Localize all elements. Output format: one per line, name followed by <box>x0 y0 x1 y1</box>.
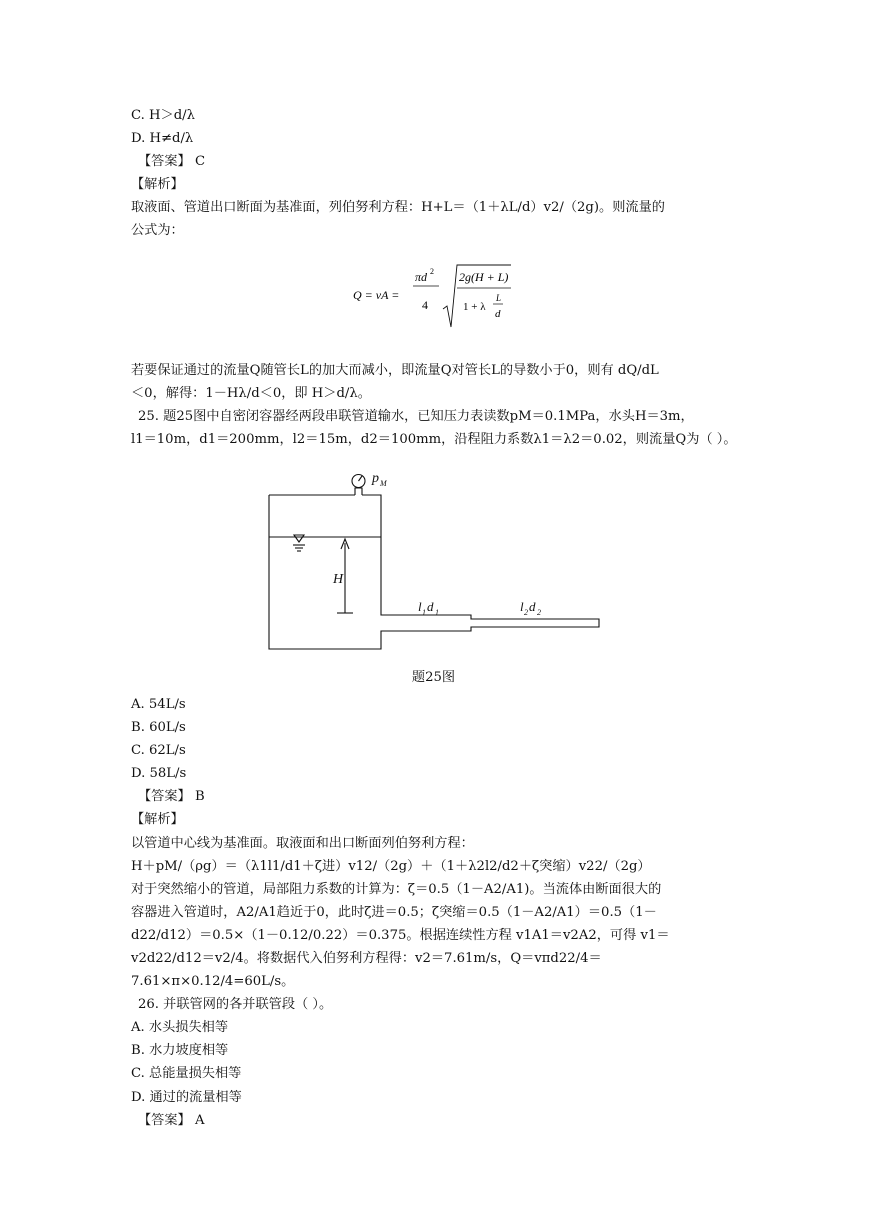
formula-num: πd <box>415 269 428 284</box>
answer-label: 【答案】 A <box>138 1112 205 1128</box>
d2-sub: 2 <box>537 607 541 617</box>
formula-lhs: Q = vA = <box>353 287 400 302</box>
l1-label: l <box>418 598 422 614</box>
option-a: A. 54L/s <box>131 696 186 712</box>
tank-pipe-figure <box>131 451 736 663</box>
analysis-text: 对于突然缩小的管道，局部阻力系数的计算为：ζ＝0.5（1－A2/A1)。当流体由断面很大的 <box>131 881 662 897</box>
formula-sqrt-num: 2g(H + L) <box>459 269 509 284</box>
analysis-text: d22/d12）＝0.5×（1－0.12/0.22）＝0.375。根据连续性方程 v1A1＝v2A2，可得 v1＝ <box>131 927 670 943</box>
l2-sub: 2 <box>524 607 528 617</box>
analysis-text: H＋pM/（ρg）＝（λ1l1/d1＋ζ进）v12/（2g）＋（1＋λ2l2/d2＋ζ突缩）v22/（2g） <box>131 858 651 874</box>
option-c: C. 总能量损失相等 <box>131 1066 242 1082</box>
d2-label: d <box>529 598 536 614</box>
d1-sub: 1 <box>435 607 439 617</box>
analysis-text: 公式为： <box>131 223 184 239</box>
option-a: A. 水头损失相等 <box>131 1020 229 1036</box>
answer-label: 【答案】 C <box>138 154 206 170</box>
pm-sub: M <box>380 478 387 488</box>
flow-formula <box>131 243 736 359</box>
option-d: D. H≠d/λ <box>131 131 194 147</box>
analysis-text: 7.61×π×0.12/4=60L/s。 <box>131 974 295 990</box>
formula-sqrt-den: 1 + λ <box>463 300 486 313</box>
analysis-text: 容器进入管道时，A2/A1趋近于0，此时ζ进＝0.5；ζ突缩＝0.5（1－A2/A1）＝0.5（1－ <box>131 904 657 920</box>
analysis-text: 取液面、管道出口断面为基准面，列伯努利方程：H+L＝（1＋λL/d）v2/（2g)。则流量的 <box>131 200 665 216</box>
document-page <box>131 104 736 1132</box>
option-d: D. 58L/s <box>131 766 187 782</box>
option-c: C. H＞d/λ <box>131 108 195 123</box>
l1-sub: 1 <box>422 607 426 617</box>
h-label: H <box>333 571 344 587</box>
analysis-heading: 【解析】 <box>131 177 184 193</box>
analysis-heading: 【解析】 <box>131 812 184 828</box>
analysis-text: 以管道中心线为基准面。取液面和出口断面列伯努利方程： <box>131 835 474 851</box>
question-25-stem: l1＝10m，d1＝200mm，l2＝15m，d2＝100mm，沿程阻力系数λ1＝λ2＝0.02，则流量Q为（ ）。 <box>131 431 737 447</box>
figure-caption: 题25图 <box>411 669 456 685</box>
option-b: B. 60L/s <box>131 720 186 736</box>
analysis-text: 若要保证通过的流量Q随管长L的加大而减小，即流量Q对管长L的导数小于0，则有 dQ/dL <box>131 362 659 378</box>
formula-den: 4 <box>422 297 428 312</box>
question-26-stem: 26. 并联管网的各并联管段（ ）。 <box>138 997 333 1013</box>
d1-label: d <box>427 598 434 614</box>
analysis-text: v2d22/d12＝v2/4。将数据代入伯努利方程得：v2＝7.61m/s，Q＝vπd22/4＝ <box>131 950 602 966</box>
l2-label: l <box>520 598 524 614</box>
answer-label: 【答案】 B <box>138 789 205 805</box>
question-25-stem: 25. 题25图中自密闭容器经两段串联管道输水，已知压力表读数pM＝0.1MPa，水头H＝3m， <box>138 408 694 424</box>
pm-label: p <box>372 470 379 486</box>
option-b: B. 水力坡度相等 <box>131 1043 229 1059</box>
formula-frac-num: L <box>496 292 502 303</box>
option-c: C. 62L/s <box>131 743 186 759</box>
analysis-text: ＜0，解得：1－Hλ/d＜0，即 H＞d/λ。 <box>131 385 371 401</box>
option-d: D. 通过的流量相等 <box>131 1089 242 1105</box>
formula-exp: 2 <box>430 266 434 276</box>
formula-frac-den: d <box>495 307 501 320</box>
